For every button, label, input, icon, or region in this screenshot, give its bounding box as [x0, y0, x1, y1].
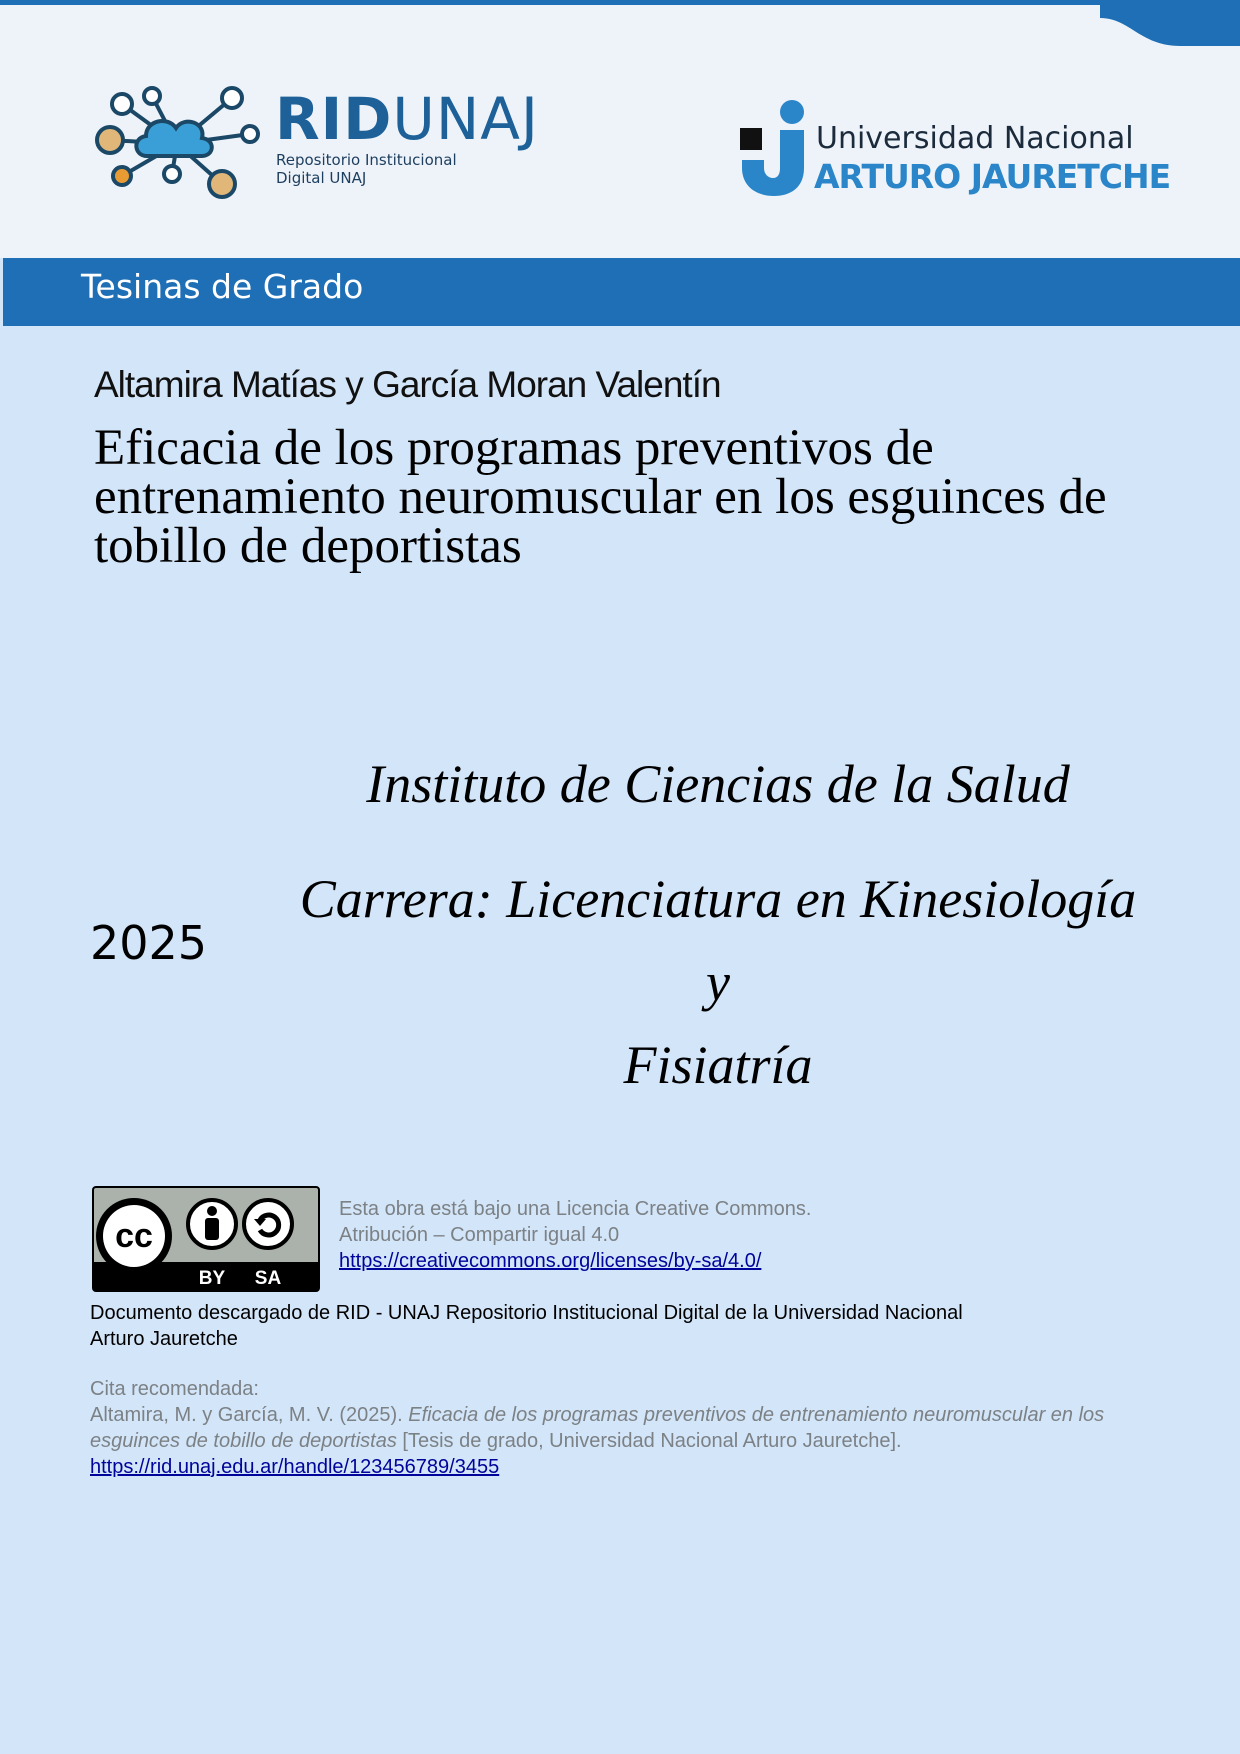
rid-subtitle-line2: Digital UNAJ: [276, 169, 367, 187]
cc-sa-label: SA: [254, 1268, 282, 1289]
header: [0, 0, 1240, 258]
citation-suffix: [Tesis de grado, Universidad Nacional Arturo Jauretche].: [396, 1430, 902, 1452]
university-name-line1: Universidad Nacional: [816, 121, 1134, 156]
rid-wordmark-bold: RID: [275, 85, 393, 153]
publication-year: 2025: [90, 916, 208, 970]
citation-title: Eficacia de los programas preventivos de entrenamiento neuromuscular en los esguinces de tobillo de deportistas: [90, 1404, 1105, 1452]
cc-by-sa-badge-icon[interactable]: [92, 1186, 320, 1292]
rid-subtitle-line1: Repositorio Institucional: [276, 151, 457, 169]
career-line1: Carrera: Licenciatura en Kinesiología y: [299, 869, 1137, 1012]
rid-unaj-wordmark: [275, 85, 540, 153]
rid-wordmark-light: UNAJ: [392, 85, 540, 153]
license-text: [339, 1196, 811, 1274]
cc-symbol-text: cc: [115, 1217, 153, 1255]
section-band-label: Tesinas de Grado: [81, 267, 364, 306]
authors: Altamira Matías y García Moran Valentín: [94, 364, 721, 405]
download-source-note: Documento descargado de RID - UNAJ Repositorio Institucional Digital de la Universidad Nacional Arturo Jauretche: [90, 1302, 963, 1350]
career-name: [290, 858, 1146, 1107]
career-line2: Fisiatría: [623, 1035, 813, 1095]
cc-by-label: BY: [198, 1268, 226, 1289]
university-name-line2: ARTURO JAURETCHE: [814, 157, 1171, 196]
top-stripe-decoration: [0, 0, 1240, 20]
rid-logo-subtitle: [276, 151, 457, 187]
citation-url-link[interactable]: https://rid.unaj.edu.ar/handle/123456789/3455: [90, 1456, 500, 1478]
citation-text: [90, 1402, 1150, 1454]
license-line2: Atribución – Compartir igual 4.0: [339, 1224, 620, 1246]
unaj-j-logo-icon: [740, 98, 808, 198]
document-title: Eficacia de los programas preventivos de entrenamiento neuromuscular en los esguinces de tobillo de deportistas: [94, 420, 1107, 574]
citation-block: [90, 1376, 1150, 1480]
network-cloud-icon: [92, 84, 262, 206]
top-corner-swoosh: [1100, 0, 1240, 50]
institute-name: Instituto de Ciencias de la Salud: [366, 754, 1070, 814]
license-line1: Esta obra está bajo una Licencia Creative Commons.: [339, 1198, 812, 1220]
citation-label: Cita recomendada:: [90, 1378, 259, 1400]
citation-authors-year: Altamira, M. y García, M. V. (2025).: [90, 1404, 409, 1426]
license-url-link[interactable]: https://creativecommons.org/licenses/by-sa/4.0/: [339, 1250, 762, 1272]
